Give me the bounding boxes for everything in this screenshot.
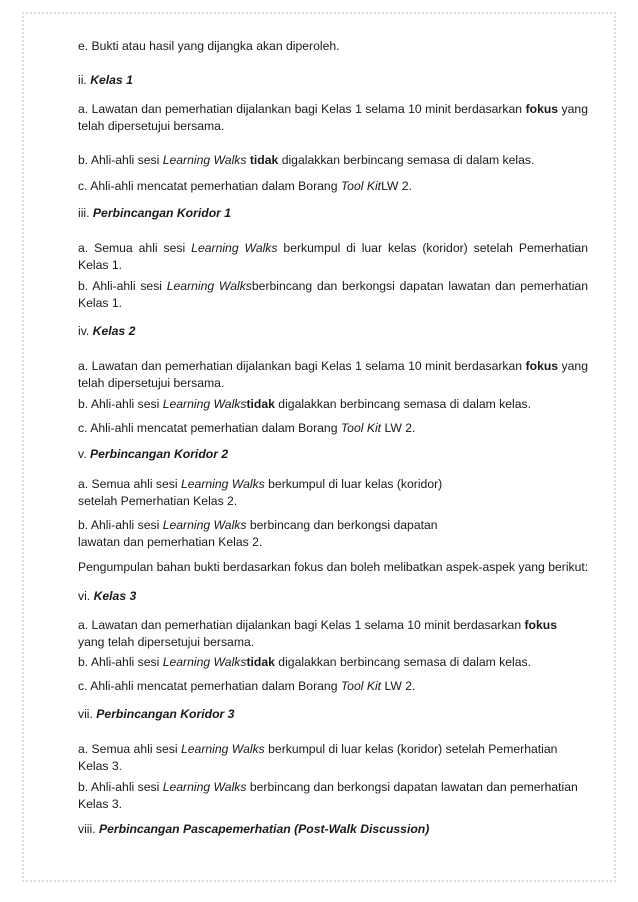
heading-pascapemerhatian: viii. Perbincangan Pascapemerhatian (Post-Walk Discussion) (78, 822, 430, 836)
koridor-3-item-a: a. Semua ahli sesi Learning Walks berkumpul di luar kelas (koridor) setelah Pemerhatian Kelas 3. (78, 742, 558, 773)
heading-koridor-1: iii. Perbincangan Koridor 1 (78, 206, 232, 220)
heading-kelas-1: ii. Kelas 1 (78, 73, 133, 87)
koridor-1-item-a: a. Semua ahli sesi Learning Walks berkumpul di luar kelas (koridor) setelah Pemerhatian Kelas 1. (78, 241, 588, 272)
heading-kelas-2: iv. Kelas 2 (78, 324, 136, 338)
heading-koridor-3: vii. Perbincangan Koridor 3 (78, 707, 235, 721)
heading-kelas-3: vi. Kelas 3 (78, 589, 137, 603)
pengumpulan-text: Pengumpulan bahan bukti berdasarkan fokus dan boleh melibatkan aspek-aspek yang berikut: (78, 560, 589, 574)
koridor-1-item-b: b. Ahli-ahli sesi Learning Walksberbincang dan berkongsi dapatan lawatan dan pemerhatian Kelas 1. (78, 279, 588, 310)
kelas-1-item-b: b. Ahli-ahli sesi Learning Walks tidak digalakkan berbincang semasa di dalam kelas. (78, 153, 535, 167)
kelas-3-item-c: c. Ahli-ahli mencatat pemerhatian dalam Borang Tool Kit LW 2. (78, 679, 416, 693)
item-e: e. Bukti atau hasil yang dijangka akan diperoleh. (78, 39, 340, 53)
kelas-1-item-c: c. Ahli-ahli mencatat pemerhatian dalam Borang Tool KitLW 2. (78, 179, 412, 193)
kelas-2-item-c: c. Ahli-ahli mencatat pemerhatian dalam Borang Tool Kit LW 2. (78, 421, 416, 435)
kelas-3-item-b: b. Ahli-ahli sesi Learning Walkstidak digalakkan berbincang semasa di dalam kelas. (78, 655, 532, 669)
koridor-2-item-a: a. Semua ahli sesi Learning Walks berkumpul di luar kelas (koridor) setelah Pemerhatian Kelas 2. (78, 477, 443, 508)
kelas-2-item-a: a. Lawatan dan pemerhatian dijalankan bagi Kelas 1 selama 10 minit berdasarkan fokus yang telah dipersetujui bersama. (78, 359, 588, 390)
kelas-2-item-b: b. Ahli-ahli sesi Learning Walkstidak digalakkan berbincang semasa di dalam kelas. (78, 397, 532, 411)
koridor-2-item-b: b. Ahli-ahli sesi Learning Walks berbincang dan berkongsi dapatan lawatan dan pemerhatian Kelas 2. (78, 518, 438, 549)
koridor-3-item-b: b. Ahli-ahli sesi Learning Walks berbincang dan berkongsi dapatan lawatan dan pemerhatian Kelas 3. (78, 780, 578, 811)
heading-koridor-2: v. Perbincangan Koridor 2 (78, 447, 229, 461)
kelas-1-item-a: a. Lawatan dan pemerhatian dijalankan bagi Kelas 1 selama 10 minit berdasarkan fokus yang telah dipersetujui bersama. (78, 102, 588, 133)
kelas-3-item-a: a. Lawatan dan pemerhatian dijalankan bagi Kelas 1 selama 10 minit berdasarkan fokus yang telah dipersetujui bersama. (78, 618, 557, 649)
